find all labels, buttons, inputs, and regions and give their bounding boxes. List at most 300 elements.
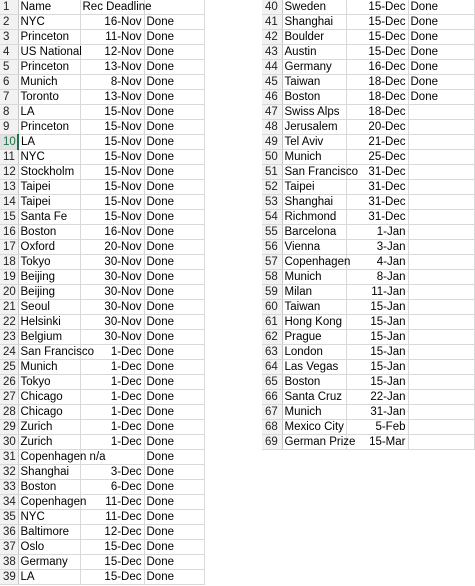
table-row[interactable] [262, 120, 474, 135]
name-cell[interactable]: Germany [18, 555, 80, 570]
name-cell[interactable]: Copenhagen n/a [18, 450, 80, 465]
table-row[interactable] [262, 390, 474, 405]
done-cell[interactable] [408, 360, 474, 375]
name-cell[interactable]: Toronto [18, 90, 80, 105]
table-row[interactable] [262, 0, 474, 15]
done-cell[interactable]: Done [144, 225, 204, 240]
name-cell[interactable]: Sweden [282, 0, 346, 15]
rec-deadline-cell[interactable]: 15-Dec [80, 570, 144, 585]
done-cell[interactable]: Done [144, 540, 204, 555]
name-cell[interactable]: Boston [282, 375, 346, 390]
row-header[interactable]: 27 [0, 390, 18, 405]
rec-deadline-cell[interactable]: 31-Dec [346, 180, 408, 195]
done-cell[interactable] [408, 195, 474, 210]
table-row[interactable] [0, 255, 204, 270]
row-header[interactable]: 4 [0, 45, 18, 60]
name-cell[interactable]: San Francisco [282, 165, 346, 180]
row-header[interactable]: 64 [262, 360, 282, 375]
done-cell[interactable]: Done [144, 195, 204, 210]
name-cell[interactable]: Name [18, 0, 80, 15]
row-header[interactable]: 10 [0, 135, 18, 150]
done-cell[interactable] [144, 0, 204, 15]
rec-deadline-cell[interactable]: 6-Dec [80, 480, 144, 495]
table-row[interactable] [262, 60, 474, 75]
row-header[interactable]: 49 [262, 135, 282, 150]
name-cell[interactable]: Princeton [18, 60, 80, 75]
row-header[interactable]: 6 [0, 75, 18, 90]
table-row[interactable] [0, 480, 204, 495]
rec-deadline-cell[interactable]: 15-Nov [80, 135, 144, 150]
rec-deadline-cell[interactable]: 8-Jan [346, 270, 408, 285]
row-header[interactable]: 15 [0, 210, 18, 225]
row-header[interactable]: 14 [0, 195, 18, 210]
row-header[interactable]: 36 [0, 525, 18, 540]
row-header[interactable]: 32 [0, 465, 18, 480]
table-row[interactable] [0, 285, 204, 300]
row-header[interactable]: 1 [0, 0, 18, 15]
name-cell[interactable]: Austin [282, 45, 346, 60]
row-header[interactable]: 47 [262, 105, 282, 120]
rec-deadline-cell[interactable]: 1-Dec [80, 360, 144, 375]
name-cell[interactable]: Jerusalem [282, 120, 346, 135]
table-row[interactable] [0, 120, 204, 135]
done-cell[interactable]: Done [144, 270, 204, 285]
done-cell[interactable]: Done [144, 30, 204, 45]
rec-deadline-cell[interactable]: 15-Jan [346, 315, 408, 330]
row-header[interactable]: 54 [262, 210, 282, 225]
row-header[interactable]: 53 [262, 195, 282, 210]
done-cell[interactable]: Done [144, 135, 204, 150]
name-cell[interactable]: Tokyo [18, 255, 80, 270]
row-header[interactable]: 25 [0, 360, 18, 375]
done-cell[interactable]: Done [144, 555, 204, 570]
done-cell[interactable]: Done [408, 75, 474, 90]
rec-deadline-cell[interactable]: 15-Dec [80, 540, 144, 555]
name-cell[interactable]: Boston [282, 90, 346, 105]
done-cell[interactable] [408, 180, 474, 195]
table-row[interactable] [0, 105, 204, 120]
name-cell[interactable]: Boulder [282, 30, 346, 45]
table-row[interactable] [262, 405, 474, 420]
table-row[interactable] [262, 360, 474, 375]
done-cell[interactable] [408, 270, 474, 285]
done-cell[interactable] [408, 165, 474, 180]
table-row[interactable] [262, 330, 474, 345]
table-row[interactable] [0, 15, 204, 30]
row-header[interactable]: 50 [262, 150, 282, 165]
row-header[interactable]: 52 [262, 180, 282, 195]
rec-deadline-cell[interactable]: 18-Dec [346, 90, 408, 105]
name-cell[interactable]: Tel Aviv [282, 135, 346, 150]
name-cell[interactable]: Las Vegas [282, 360, 346, 375]
rec-deadline-cell[interactable]: 22-Jan [346, 390, 408, 405]
rec-deadline-cell[interactable]: 13-Nov [80, 90, 144, 105]
row-header[interactable]: 61 [262, 315, 282, 330]
table-row[interactable] [0, 420, 204, 435]
row-header[interactable]: 59 [262, 285, 282, 300]
name-cell[interactable]: Prague [282, 330, 346, 345]
rec-deadline-cell[interactable]: 25-Dec [346, 150, 408, 165]
done-cell[interactable]: Done [144, 180, 204, 195]
row-header[interactable]: 43 [262, 45, 282, 60]
row-header[interactable]: 55 [262, 225, 282, 240]
done-cell[interactable]: Done [144, 60, 204, 75]
done-cell[interactable]: Done [144, 300, 204, 315]
row-header[interactable]: 3 [0, 30, 18, 45]
rec-deadline-cell[interactable]: 11-Nov [80, 30, 144, 45]
name-cell[interactable]: Oxford [18, 240, 80, 255]
rec-deadline-cell[interactable]: 18-Dec [346, 105, 408, 120]
table-row[interactable] [262, 75, 474, 90]
rec-deadline-cell[interactable]: 1-Dec [80, 345, 144, 360]
done-cell[interactable] [408, 315, 474, 330]
done-cell[interactable]: Done [144, 420, 204, 435]
done-cell[interactable] [408, 240, 474, 255]
table-row[interactable] [262, 315, 474, 330]
name-cell[interactable]: Princeton [18, 120, 80, 135]
name-cell[interactable]: Swiss Alps [282, 105, 346, 120]
rec-deadline-cell[interactable]: 21-Dec [346, 135, 408, 150]
done-cell[interactable] [408, 345, 474, 360]
done-cell[interactable]: Done [408, 15, 474, 30]
rec-deadline-cell[interactable]: 18-Dec [346, 75, 408, 90]
row-header[interactable]: 60 [262, 300, 282, 315]
done-cell[interactable]: Done [144, 210, 204, 225]
done-cell[interactable]: Done [144, 480, 204, 495]
table-row[interactable] [262, 90, 474, 105]
done-cell[interactable] [408, 135, 474, 150]
rec-deadline-cell[interactable]: 1-Dec [80, 390, 144, 405]
table-row[interactable] [0, 360, 204, 375]
rec-deadline-cell[interactable]: 30-Nov [80, 270, 144, 285]
done-cell[interactable] [408, 420, 474, 435]
table-row[interactable] [262, 375, 474, 390]
table-row[interactable] [262, 30, 474, 45]
name-cell[interactable]: US National [18, 45, 80, 60]
rec-deadline-cell[interactable]: 11-Jan [346, 285, 408, 300]
rec-deadline-cell[interactable]: 30-Nov [80, 285, 144, 300]
name-cell[interactable]: Shanghai [18, 465, 80, 480]
done-cell[interactable] [408, 225, 474, 240]
rec-deadline-cell[interactable]: Rec Deadline [80, 0, 144, 15]
done-cell[interactable]: Done [144, 390, 204, 405]
done-cell[interactable]: Done [144, 525, 204, 540]
name-cell[interactable]: Baltimore [18, 525, 80, 540]
table-row[interactable] [262, 135, 474, 150]
row-header[interactable]: 28 [0, 405, 18, 420]
row-header[interactable]: 44 [262, 60, 282, 75]
rec-deadline-cell[interactable]: 30-Nov [80, 300, 144, 315]
table-row[interactable] [0, 75, 204, 90]
done-cell[interactable]: Done [144, 240, 204, 255]
rec-deadline-cell[interactable]: 15-Jan [346, 345, 408, 360]
row-header[interactable]: 65 [262, 375, 282, 390]
row-header[interactable]: 68 [262, 420, 282, 435]
table-row[interactable] [0, 0, 204, 15]
rec-deadline-cell[interactable]: 15-Nov [80, 150, 144, 165]
table-row[interactable] [0, 45, 204, 60]
name-cell[interactable]: LA [18, 570, 80, 585]
name-cell[interactable]: Boston [18, 225, 80, 240]
row-header[interactable]: 22 [0, 315, 18, 330]
row-header[interactable]: 11 [0, 150, 18, 165]
row-header[interactable]: 12 [0, 165, 18, 180]
row-header[interactable]: 13 [0, 180, 18, 195]
table-row[interactable] [262, 420, 474, 435]
table-row[interactable] [262, 45, 474, 60]
table-row[interactable] [0, 150, 204, 165]
name-cell[interactable]: Munich [282, 150, 346, 165]
table-row[interactable] [0, 525, 204, 540]
table-row[interactable] [0, 540, 204, 555]
name-cell[interactable]: Munich [18, 75, 80, 90]
table-row[interactable] [0, 315, 204, 330]
row-header[interactable]: 38 [0, 555, 18, 570]
name-cell[interactable]: Taipei [282, 180, 346, 195]
row-header[interactable]: 16 [0, 225, 18, 240]
table-row[interactable] [262, 210, 474, 225]
name-cell[interactable]: Copenhagen [282, 255, 346, 270]
row-header[interactable]: 67 [262, 405, 282, 420]
done-cell[interactable]: Done [144, 495, 204, 510]
table-row[interactable] [0, 555, 204, 570]
row-header[interactable]: 62 [262, 330, 282, 345]
done-cell[interactable]: Done [408, 0, 474, 15]
row-header[interactable]: 63 [262, 345, 282, 360]
rec-deadline-cell[interactable]: 1-Dec [80, 435, 144, 450]
row-header[interactable]: 29 [0, 420, 18, 435]
rec-deadline-cell[interactable]: 15-Nov [80, 195, 144, 210]
rec-deadline-cell[interactable]: 13-Nov [80, 60, 144, 75]
row-header[interactable]: 57 [262, 255, 282, 270]
rec-deadline-cell[interactable]: 31-Dec [346, 195, 408, 210]
done-cell[interactable]: Done [144, 285, 204, 300]
rec-deadline-cell[interactable]: 11-Dec [80, 495, 144, 510]
done-cell[interactable]: Done [144, 255, 204, 270]
name-cell[interactable]: San Francisco [18, 345, 80, 360]
name-cell[interactable]: Helsinki [18, 315, 80, 330]
table-row[interactable] [0, 330, 204, 345]
rec-deadline-cell[interactable]: 15-Jan [346, 330, 408, 345]
done-cell[interactable] [408, 210, 474, 225]
rec-deadline-cell[interactable]: 8-Nov [80, 75, 144, 90]
table-row[interactable] [0, 165, 204, 180]
table-row[interactable] [262, 255, 474, 270]
table-row[interactable] [262, 105, 474, 120]
table-row[interactable] [0, 570, 204, 585]
done-cell[interactable] [408, 150, 474, 165]
rec-deadline-cell[interactable]: 15-Nov [80, 105, 144, 120]
table-row[interactable] [0, 60, 204, 75]
name-cell[interactable]: Mexico City [282, 420, 346, 435]
name-cell[interactable]: Santa Fe [18, 210, 80, 225]
rec-deadline-cell[interactable]: 4-Jan [346, 255, 408, 270]
row-header[interactable]: 58 [262, 270, 282, 285]
row-header[interactable]: 37 [0, 540, 18, 555]
name-cell[interactable]: NYC [18, 15, 80, 30]
rec-deadline-cell[interactable]: 15-Nov [80, 210, 144, 225]
row-header[interactable]: 40 [262, 0, 282, 15]
name-cell[interactable]: Chicago [18, 405, 80, 420]
name-cell[interactable]: Shanghai [282, 15, 346, 30]
row-header[interactable]: 30 [0, 435, 18, 450]
table-row[interactable] [0, 180, 204, 195]
done-cell[interactable]: Done [144, 375, 204, 390]
table-row[interactable] [262, 15, 474, 30]
name-cell[interactable]: Zurich [18, 435, 80, 450]
name-cell[interactable]: Santa Cruz [282, 390, 346, 405]
row-header[interactable]: 45 [262, 75, 282, 90]
rec-deadline-cell[interactable]: 1-Dec [80, 405, 144, 420]
done-cell[interactable]: Done [144, 15, 204, 30]
done-cell[interactable]: Done [144, 330, 204, 345]
name-cell[interactable]: Hong Kong [282, 315, 346, 330]
done-cell[interactable]: Done [144, 315, 204, 330]
table-row[interactable] [0, 450, 204, 465]
table-row[interactable] [0, 240, 204, 255]
name-cell[interactable]: Chicago [18, 390, 80, 405]
done-cell[interactable] [408, 120, 474, 135]
rec-deadline-cell[interactable]: 1-Jan [346, 225, 408, 240]
table-row[interactable] [0, 195, 204, 210]
row-header[interactable]: 24 [0, 345, 18, 360]
rec-deadline-cell[interactable]: 20-Nov [80, 240, 144, 255]
rec-deadline-cell[interactable]: 1-Dec [80, 420, 144, 435]
table-row[interactable] [262, 435, 474, 450]
done-cell[interactable]: Done [144, 150, 204, 165]
name-cell[interactable]: Zurich [18, 420, 80, 435]
name-cell[interactable]: Shanghai [282, 195, 346, 210]
rec-deadline-cell[interactable]: 15-Dec [346, 45, 408, 60]
rec-deadline-cell[interactable]: 31-Dec [346, 165, 408, 180]
table-row[interactable] [262, 195, 474, 210]
rec-deadline-cell[interactable]: 15-Mar [346, 435, 408, 450]
table-row[interactable] [0, 465, 204, 480]
rec-deadline-cell[interactable]: 15-Jan [346, 300, 408, 315]
name-cell[interactable]: Richmond [282, 210, 346, 225]
rec-deadline-cell[interactable]: 16-Nov [80, 225, 144, 240]
rec-deadline-cell[interactable]: 15-Dec [346, 30, 408, 45]
done-cell[interactable]: Done [408, 60, 474, 75]
done-cell[interactable] [408, 375, 474, 390]
done-cell[interactable] [408, 300, 474, 315]
name-cell[interactable]: Tokyo [18, 375, 80, 390]
table-row[interactable] [262, 180, 474, 195]
rec-deadline-cell[interactable]: 30-Nov [80, 255, 144, 270]
done-cell[interactable] [408, 285, 474, 300]
rec-deadline-cell[interactable]: 31-Jan [346, 405, 408, 420]
name-cell[interactable]: Milan [282, 285, 346, 300]
name-cell[interactable]: NYC [18, 150, 80, 165]
name-cell[interactable]: Taipei [18, 180, 80, 195]
done-cell[interactable]: Done [144, 405, 204, 420]
row-header[interactable]: 5 [0, 60, 18, 75]
done-cell[interactable]: Done [144, 465, 204, 480]
rec-deadline-cell[interactable]: 1-Dec [80, 375, 144, 390]
name-cell[interactable]: Taiwan [282, 75, 346, 90]
table-row[interactable] [0, 270, 204, 285]
done-cell[interactable]: Done [144, 45, 204, 60]
row-header[interactable]: 35 [0, 510, 18, 525]
done-cell[interactable] [408, 435, 474, 450]
rec-deadline-cell[interactable]: 15-Dec [346, 15, 408, 30]
row-header[interactable]: 56 [262, 240, 282, 255]
name-cell[interactable]: Beijing [18, 270, 80, 285]
row-header[interactable]: 20 [0, 285, 18, 300]
row-header[interactable]: 46 [262, 90, 282, 105]
row-header[interactable]: 41 [262, 15, 282, 30]
row-header[interactable]: 39 [0, 570, 18, 585]
table-row[interactable] [262, 225, 474, 240]
name-cell[interactable]: Germany [282, 60, 346, 75]
row-header[interactable]: 18 [0, 255, 18, 270]
rec-deadline-cell[interactable]: 15-Jan [346, 375, 408, 390]
name-cell[interactable]: Barcelona [282, 225, 346, 240]
done-cell[interactable]: Done [144, 165, 204, 180]
table-row[interactable] [262, 300, 474, 315]
row-header[interactable]: 26 [0, 375, 18, 390]
row-header[interactable]: 19 [0, 270, 18, 285]
name-cell[interactable]: Stockholm [18, 165, 80, 180]
table-row[interactable] [0, 90, 204, 105]
name-cell[interactable]: Munich [18, 360, 80, 375]
name-cell[interactable]: Belgium [18, 330, 80, 345]
name-cell[interactable]: Princeton [18, 30, 80, 45]
rec-deadline-cell[interactable]: 3-Jan [346, 240, 408, 255]
row-header[interactable]: 2 [0, 15, 18, 30]
table-row[interactable] [262, 345, 474, 360]
rec-deadline-cell[interactable]: 30-Nov [80, 315, 144, 330]
table-row[interactable] [0, 345, 204, 360]
done-cell[interactable]: Done [408, 30, 474, 45]
table-row[interactable] [262, 270, 474, 285]
table-row[interactable] [262, 285, 474, 300]
name-cell[interactable]: German Prize [282, 435, 346, 450]
row-header[interactable]: 7 [0, 90, 18, 105]
done-cell[interactable] [408, 255, 474, 270]
done-cell[interactable]: Done [144, 510, 204, 525]
row-header[interactable]: 17 [0, 240, 18, 255]
name-cell[interactable]: Munich [282, 405, 346, 420]
name-cell[interactable]: LA [18, 135, 80, 150]
table-row[interactable] [0, 495, 204, 510]
done-cell[interactable]: Done [144, 75, 204, 90]
rec-deadline-cell[interactable]: 20-Dec [346, 120, 408, 135]
row-header[interactable]: 51 [262, 165, 282, 180]
table-row[interactable] [262, 165, 474, 180]
name-cell[interactable]: Vienna [282, 240, 346, 255]
done-cell[interactable] [408, 405, 474, 420]
name-cell[interactable]: Taipei [18, 195, 80, 210]
row-header[interactable]: 33 [0, 480, 18, 495]
done-cell[interactable]: Done [144, 570, 204, 585]
done-cell[interactable]: Done [144, 345, 204, 360]
rec-deadline-cell[interactable]: 15-Nov [80, 180, 144, 195]
row-header[interactable]: 8 [0, 105, 18, 120]
row-header[interactable]: 31 [0, 450, 18, 465]
table-row[interactable] [0, 30, 204, 45]
table-row[interactable] [0, 300, 204, 315]
table-row[interactable] [0, 375, 204, 390]
rec-deadline-cell[interactable]: 16-Dec [346, 60, 408, 75]
rec-deadline-cell[interactable]: 31-Dec [346, 210, 408, 225]
table-row[interactable] [0, 135, 204, 150]
done-cell[interactable]: Done [144, 120, 204, 135]
done-cell[interactable]: Done [144, 105, 204, 120]
done-cell[interactable]: Done [144, 90, 204, 105]
name-cell[interactable]: NYC [18, 510, 80, 525]
row-header[interactable]: 9 [0, 120, 18, 135]
